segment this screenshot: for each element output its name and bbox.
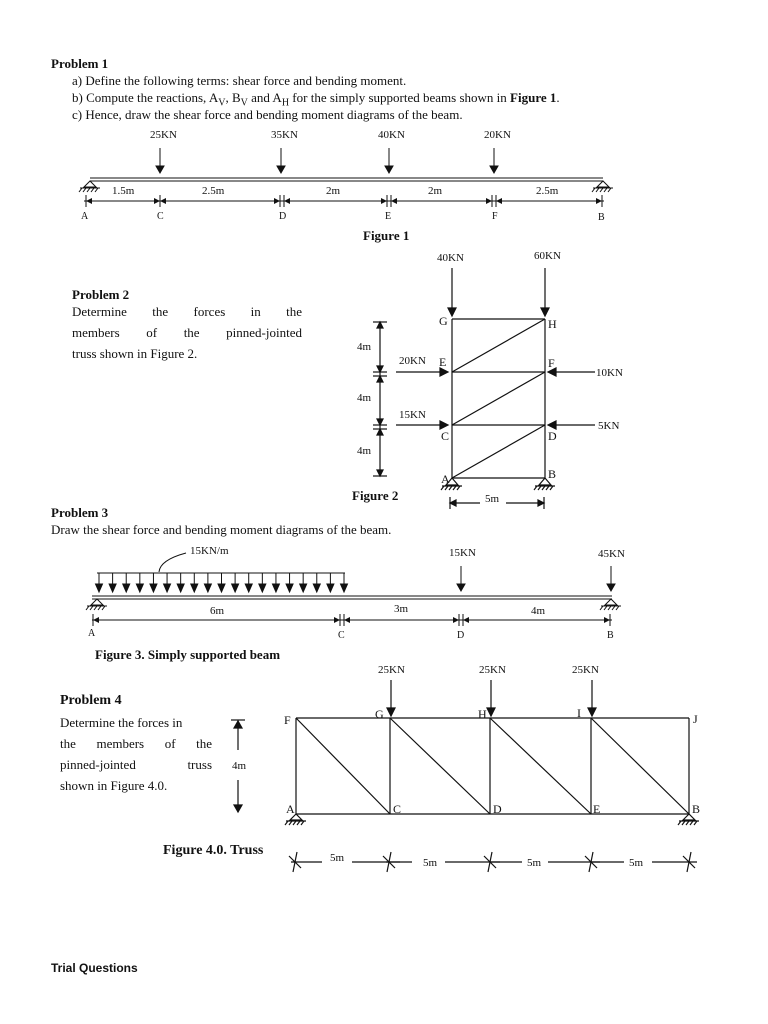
problem3-title: Problem 3 [51,505,109,520]
span-label: 5m [527,857,542,869]
node-label: D [548,429,557,443]
problem3-text: Draw the shear force and bending moment diagrams of the beam. [51,522,392,537]
dim-label: 1.5m [112,185,135,197]
dim-label: 2.5m [536,185,559,197]
node-label: C [393,802,402,816]
load-label-5: 5KN [598,420,620,432]
dim-label: 2m [428,185,443,197]
node-label: A [441,472,450,486]
load-arrow-g [387,680,395,716]
load-label-d: 35KN [271,129,298,141]
problem4-title: Problem 4 [60,693,122,708]
node-label: F [548,356,555,370]
point-label: D [457,630,465,641]
truss-diagonal [390,718,490,814]
point-label: C [157,211,164,222]
point-label: A [81,211,89,222]
dim-label: 6m [210,605,225,617]
load-label-h: 25KN [479,664,506,676]
figure1-caption: Figure 1 [363,228,410,243]
node-label: I [577,706,581,720]
span-label: 5m [330,852,345,864]
dim-label: 3m [394,603,409,615]
point-label: B [607,630,614,641]
node-label: F [284,713,291,727]
footer-text: Trial Questions [51,961,138,975]
dim-label: 4m [531,605,546,617]
load-label-10: 10KN [596,367,623,379]
figure4-caption: Figure 4.0. Truss [163,843,264,858]
problem1-title: Problem 1 [51,56,109,71]
node-label: B [548,467,557,481]
height-label: 4m [357,445,372,457]
node-label: A [286,802,295,816]
load-label-60: 60KN [534,250,561,262]
node-label: G [375,707,384,721]
load-label-40: 40KN [437,252,464,264]
point-label: E [385,211,392,222]
node-label: J [693,712,698,726]
load-label-f: 20KN [484,129,511,141]
height-label: 4m [357,341,372,353]
udl-label: 15KN/m [190,545,229,557]
point-label: A [88,628,96,639]
load-label-c: 25KN [150,129,177,141]
problem1-item-a: a) Define the following terms: shear force and bending moment. [72,73,407,88]
node-label: H [478,707,487,721]
problem1-item-b: b) Compute the reactions, $A_V$, $B_V$ and $A_H$ for the simply supported beams shown in Figure 1. [72,90,560,109]
problem2-text: Determine the forces in the members of the pinned-jointed truss shown in Figure 2. [72,304,303,361]
node-label: E [593,802,601,816]
height-label: 4m [357,392,372,404]
node-label: D [493,802,502,816]
problem2-title: Problem 2 [72,287,130,302]
span-label: 5m [423,857,438,869]
load-label-b: 45KN [598,548,625,560]
point-label: C [338,630,345,641]
dim-label: 2.5m [202,185,225,197]
node-label: B [692,802,701,816]
load-label-20: 20KN [399,355,426,367]
load-label-e: 40KN [378,129,405,141]
point-label: F [492,211,498,222]
load-label-g: 25KN [378,664,405,676]
point-label: B [598,212,605,223]
load-label-15: 15KN [399,409,426,421]
problem1-item-c: c) Hence, draw the shear force and bending moment diagrams of the beam. [72,107,463,122]
truss-diagonal [296,718,390,814]
load-arrow-h [487,680,495,716]
problem4-text: Determine the forces in the members of the pinned-jointed truss shown in Figure 4.0. [60,715,213,793]
node-label: C [441,429,450,443]
figure3-caption: Figure 3. Simply supported beam [95,647,281,662]
load-label-i: 25KN [572,664,599,676]
truss-diagonal [591,718,689,814]
load-arrow-i [588,680,596,716]
node-label: H [548,317,557,331]
dim-label: 2m [326,185,341,197]
point-label: D [279,211,287,222]
span-label: 5m [629,857,644,869]
node-label: E [439,355,447,369]
figure2-caption: Figure 2 [352,488,399,503]
node-label: G [439,314,448,328]
truss-diagonal [490,718,591,814]
load-label-d: 15KN [449,547,476,559]
width-label: 5m [485,493,500,505]
height-label: 4m [232,760,247,772]
